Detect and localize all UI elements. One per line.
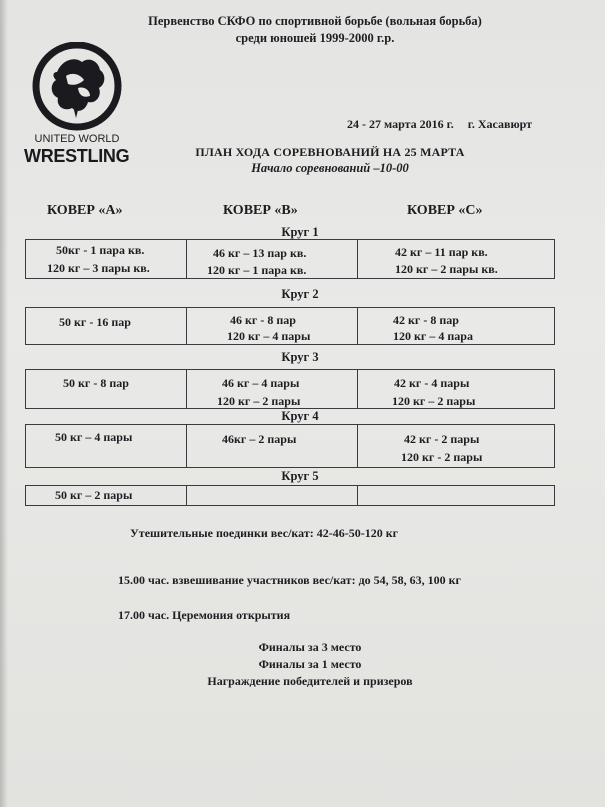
round-4-mat-b bbox=[187, 425, 358, 467]
round-3-mat-b-line-2: 120 кг – 2 пары bbox=[217, 394, 301, 408]
round-1-mat-b-line-2: 120 кг – 1 пара кв. bbox=[207, 263, 307, 277]
round-2-row bbox=[25, 307, 555, 345]
round-3-mat-c bbox=[358, 370, 554, 408]
event-dates: 24 - 27 марта 2016 г. bbox=[347, 117, 454, 131]
page-edge-shadow bbox=[0, 0, 8, 807]
round-2-mat-c-line-1: 42 кг - 8 пар bbox=[393, 313, 459, 327]
round-5-title: Круг 5 bbox=[281, 469, 319, 483]
round-1-mat-c bbox=[358, 240, 554, 278]
round-4-mat-a bbox=[26, 425, 187, 467]
awards-ceremony: Награждение победителей и призеров bbox=[207, 674, 413, 688]
round-3-mat-c-line-2: 120 кг – 2 пары bbox=[392, 394, 476, 408]
round-2-mat-b bbox=[187, 308, 358, 344]
weigh-in-note: 15.00 час. взвешивание участников вес/кат: до 54, 58, 63, 100 кг bbox=[118, 573, 461, 587]
logo-caption-bottom: WRESTLING bbox=[24, 146, 130, 166]
round-2-mat-a-line-1: 50 кг - 16 пар bbox=[59, 315, 131, 329]
round-2-title: Круг 2 bbox=[281, 287, 319, 301]
round-5-mat-a-line-1: 50 кг – 2 пары bbox=[55, 488, 133, 502]
date-location-line bbox=[347, 117, 532, 132]
round-1-mat-c-line-2: 120 кг – 2 пары кв. bbox=[395, 262, 498, 276]
round-4-mat-b-line-1: 46кг – 2 пары bbox=[222, 432, 297, 446]
round-1-mat-a-line-1: 50кг - 1 пара кв. bbox=[56, 243, 145, 257]
round-3-mat-a-line-1: 50 кг - 8 пар bbox=[63, 376, 129, 390]
round-1-title: Круг 1 bbox=[281, 225, 319, 239]
age-group-subtitle: среди юношей 1999-2000 г.р. bbox=[235, 31, 395, 45]
round-4-mat-a-line-1: 50 кг – 4 пары bbox=[55, 430, 133, 444]
round-1-row bbox=[25, 239, 555, 279]
round-3-row bbox=[25, 369, 555, 409]
round-3-title: Круг 3 bbox=[281, 350, 319, 364]
finals-first-place: Финалы за 1 место bbox=[258, 657, 362, 671]
start-time: Начало соревнований –10-00 bbox=[251, 161, 409, 175]
round-5-row bbox=[25, 485, 555, 506]
round-4-mat-c-line-2: 120 кг - 2 пары bbox=[401, 450, 483, 464]
round-2-mat-b-line-1: 46 кг - 8 пар bbox=[230, 313, 296, 327]
round-1-mat-a-line-2: 120 кг – 3 пары кв. bbox=[47, 261, 150, 275]
championship-title: Первенство СКФО по спортивной борьбе (вольная борьба) bbox=[148, 14, 482, 28]
round-1-mat-b-line-1: 46 кг – 13 пар кв. bbox=[213, 246, 307, 260]
event-city: г. Хасавюрт bbox=[467, 117, 533, 131]
round-1-mat-b bbox=[187, 240, 358, 278]
round-2-mat-c-line-2: 120 кг – 4 пара bbox=[393, 329, 473, 343]
round-2-mat-b-line-2: 120 кг – 4 пары bbox=[227, 329, 311, 343]
round-4-mat-c bbox=[358, 425, 554, 467]
round-5-mat-b bbox=[187, 486, 358, 505]
finals-third-place: Финалы за 3 место bbox=[258, 640, 362, 654]
round-1-mat-c-line-1: 42 кг – 11 пар кв. bbox=[395, 245, 488, 259]
round-3-mat-b-line-1: 46 кг – 4 пары bbox=[222, 376, 300, 390]
opening-ceremony-note: 17.00 час. Церемония открытия bbox=[118, 608, 291, 622]
round-4-mat-c-line-1: 42 кг - 2 пары bbox=[404, 432, 480, 446]
consolation-bouts-note: Утешительные поединки вес/кат: 42-46-50-120 кг bbox=[130, 526, 399, 540]
round-3-mat-c-line-1: 42 кг - 4 пары bbox=[394, 376, 470, 390]
round-2-mat-c bbox=[358, 308, 554, 344]
round-2-mat-a bbox=[26, 308, 187, 344]
round-5-mat-c bbox=[358, 486, 554, 505]
round-1-mat-a bbox=[26, 240, 187, 278]
logo-caption-top: UNITED WORLD bbox=[34, 133, 120, 145]
round-4-title: Круг 4 bbox=[281, 409, 319, 423]
round-3-mat-b bbox=[187, 370, 358, 408]
mat-a-heading: КОВЕР «А» bbox=[47, 203, 123, 218]
plan-title: ПЛАН ХОДА СОРЕВНОВАНИЙ НА 25 МАРТА bbox=[195, 145, 465, 159]
mat-c-heading: КОВЕР «С» bbox=[407, 203, 483, 218]
round-4-row bbox=[25, 424, 555, 468]
round-3-mat-a bbox=[26, 370, 187, 408]
mat-b-heading: КОВЕР «В» bbox=[223, 203, 298, 218]
round-5-mat-a bbox=[26, 486, 187, 505]
